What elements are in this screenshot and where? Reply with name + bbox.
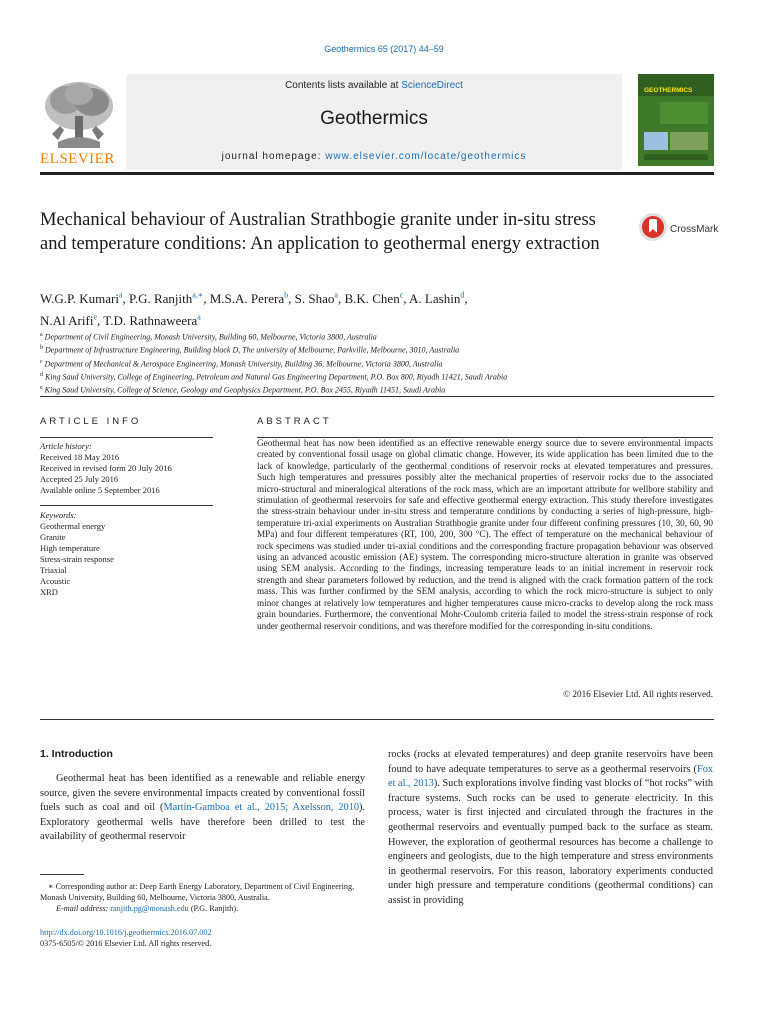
journal-title: Geothermics: [320, 108, 428, 129]
journal-citation[interactable]: Geothermics 65 (2017) 44–59: [324, 44, 444, 54]
article-title: Mechanical behaviour of Australian Strathbogie granite under in-situ stress and temperature conditions: An application to geothermal energy extraction: [40, 210, 600, 254]
author[interactable]: B.K. Chen$^c$,: [344, 291, 410, 307]
article-info-divider: [40, 437, 213, 438]
author[interactable]: W.G.P. Kumari$^a$,: [40, 291, 130, 307]
journal-homepage-line: [126, 151, 622, 162]
intro-paragraph-right: rocks (rocks at elevated temperatures) and deep granite reservoirs have been found to have adequate temperatures to serve as a geothermal reservoirs (Fox et al., 2013). Such explorations involve finding vast blocks of “hot rocks” with fracture systems. Such rocks can be used to generate electricity. In this process, water is first injected and circulated through the fractures in the geothermal reservoirs and eventually pumped back to the surface as steam. However, the exploration of geothermal resources has become a challenge to engineers and geologists, due to the high temperature and stress environments in geothermal reservoirs. For this reason, laboratory experiments conducted under high pressure and temperature conditions (geothermal conditions) can assist in providing: [388, 749, 713, 906]
keywords-label: Keywords:: [40, 510, 77, 520]
abstract-copyright: © 2016 Elsevier Ltd. All rights reserved.: [563, 689, 713, 699]
abstract-text: Geothermal heat has now been identified as an effective renewable energy source due to severe environmental impacts created by conventional fossil usage on global climatic change. However, its wide application has been limited due to the lack of knowledge, particularly of the geothermal conditions of reservoir rocks at elevated temperatures and pressures. Such high temperatures and pressures possibly alter the mechanical properties of reservoir rocks due to the associated micro-structural and mineralogical alterations of the rock mass, which are an important attribute for wellbore stability and stimulation of geothermal reservoirs for safe and effective geothermal energy extraction. This study therefore investigates the stress-strain behaviour under in-situ stress and temperature conditions by conducting a series of high-pressure, high-temperature tri-axial experiments on Australian Strathbogie granite under four different confining pressures (10, 30, 60, 90 MPa) and four different temperatures (RT, 100, 200, 300 °C). The effect of temperature on the mechanical behaviour of rock specimens was studied under tri-axial conditions and the corresponding fracture propagation behaviour was observed using an advanced acoustic emission (AE) system. The corresponding micro-structure alteration in granite was observed using SEM analysis. According to the findings, increasing temperature leads to an initial increment in reservoir rock strength and shear parameters followed by reduction, and the trend is aligned with the crack formation pattern of the rock mass. This was further confirmed by the SEM analysis, according to which the rock micro-structure is subject to only minor changes at relatively low temperatures and higher temperatures cause micro-cracks to develop along the rock mass grain boundaries. Furthermore, the conventional Mohr-Coulomb criteria failed to model the stress-strain response of rock under geothermal reservoir conditions, and was therefore modified for the corresponding in-situ conditions.: [257, 438, 713, 631]
citation-link[interactable]: Martín-Gamboa et al., 2015; Axelsson, 2010: [163, 802, 359, 814]
abstract-heading: ABSTRACT: [257, 416, 332, 427]
history-label: Article history:: [40, 441, 92, 451]
cover-title: GEOTHERMICS: [644, 87, 693, 94]
author-list: [40, 287, 660, 330]
abstract-bottom-divider: [40, 719, 714, 720]
affiliation-item: $^d$ King Saud University, College of Engineering, Petroleum and Natural Gas Engineering Department, P.O. Box 800, Riyadh 11421, Saudi Arabia: [40, 372, 508, 382]
history-item: Accepted 25 July 2016: [40, 474, 119, 484]
author-email-link[interactable]: ranjith.pg@monash.edu: [110, 904, 189, 913]
email-line: E-mail address: ranjith.pg@monash.edu (P.G. Ranjith).: [56, 904, 239, 913]
contents-prefix: Contents lists available at: [285, 80, 402, 91]
header-divider: [40, 172, 714, 175]
keywords-divider: [40, 505, 213, 506]
keyword-item: Geothermal energy: [40, 521, 106, 531]
crossmark-icon[interactable]: [638, 212, 668, 242]
doi-link[interactable]: http://dx.doi.org/10.1016/j.geothermics.2016.07.002: [40, 928, 212, 937]
keyword-item: High temperature: [40, 543, 100, 553]
doi-block: [40, 927, 212, 949]
history-item: Available online 5 September 2016: [40, 485, 160, 495]
elsevier-wordmark: ELSEVIER: [40, 151, 115, 167]
contents-available-line: [126, 80, 622, 91]
history-item: Received 18 May 2016: [40, 452, 120, 462]
author[interactable]: A. Lashin$^d$,: [409, 291, 468, 307]
keyword-item: Triaxial: [40, 565, 67, 575]
journal-homepage-link[interactable]: www.elsevier.com/locate/geothermics: [325, 151, 527, 162]
author[interactable]: S. Shao$^a$,: [294, 291, 345, 307]
intro-paragraph-left: Geothermal heat has been identified as a renewable and reliable energy source, given the severe environmental impacts created by conventional fossil fuels such as coal and oil (Martín-Gamboa et al., 2015; Axelsson, 2010). Exploratory geothermal wells have therefore been drilled to test the availability of geothermal reservoir: [40, 773, 365, 843]
affiliation-item: $^c$ Department of Mechanical & Aerospace Engineering, Monash University, Building 36, Melbourne, Victoria 3800, Australia: [40, 358, 443, 369]
author[interactable]: N.Al Arifi$^e$,: [40, 312, 104, 328]
affiliation-divider: [40, 396, 714, 397]
author[interactable]: T.D. Rathnaweera$^a$: [103, 312, 201, 328]
article-info-heading: ARTICLE INFO: [40, 416, 142, 427]
keyword-item: Acoustic: [40, 576, 71, 586]
history-item: Received in revised form 20 July 2016: [40, 463, 172, 473]
homepage-prefix: journal homepage:: [221, 151, 326, 162]
section-heading-introduction: 1. Introduction: [40, 748, 113, 760]
issn-line: 0375-6505/© 2016 Elsevier Ltd. All rights reserved.: [40, 939, 212, 948]
affiliation-item: $^e$ King Saud University, College of Science, Geology and Geophysics Department, P.O. Box 2455, Riyadh 11451, Saudi Arabia: [40, 385, 446, 396]
keyword-item: Stress-strain response: [40, 554, 114, 564]
author[interactable]: P.G. Ranjith$^{a,∗}$,: [129, 291, 210, 307]
sciencedirect-link[interactable]: ScienceDirect: [401, 80, 463, 91]
keyword-item: Granite: [40, 532, 66, 542]
corresponding-author-footnote: ∗ Corresponding author at: Deep Earth Energy Laboratory, Department of Civil Engineering, Monash University, Building 60, Melbourne, Victoria 3800, Australia. E-mail address: ranjith.pg@monash.edu (P.G. Ranjith).: [40, 881, 365, 914]
affiliation-item: $^b$ Department of Infrastructure Engineering, Building block D, The university of Melbourne, Parkville, Melbourne, 3010, Australia: [40, 345, 460, 356]
footnote-divider: [40, 874, 84, 875]
crossmark-label[interactable]: CrossMark: [670, 224, 719, 235]
article-history: [40, 441, 215, 496]
keywords: [40, 510, 215, 598]
citation-link[interactable]: Fox et al., 2013: [388, 763, 713, 790]
author[interactable]: M.S.A. Perera$^b$,: [209, 291, 295, 307]
affiliation-item: $^a$ Department of Civil Engineering, Monash University, Building 60, Melbourne, Victoria 3800, Australia: [40, 332, 377, 342]
affiliation-list: [40, 330, 720, 397]
journal-cover-image[interactable]: [638, 74, 714, 166]
keyword-item: XRD: [40, 587, 58, 597]
